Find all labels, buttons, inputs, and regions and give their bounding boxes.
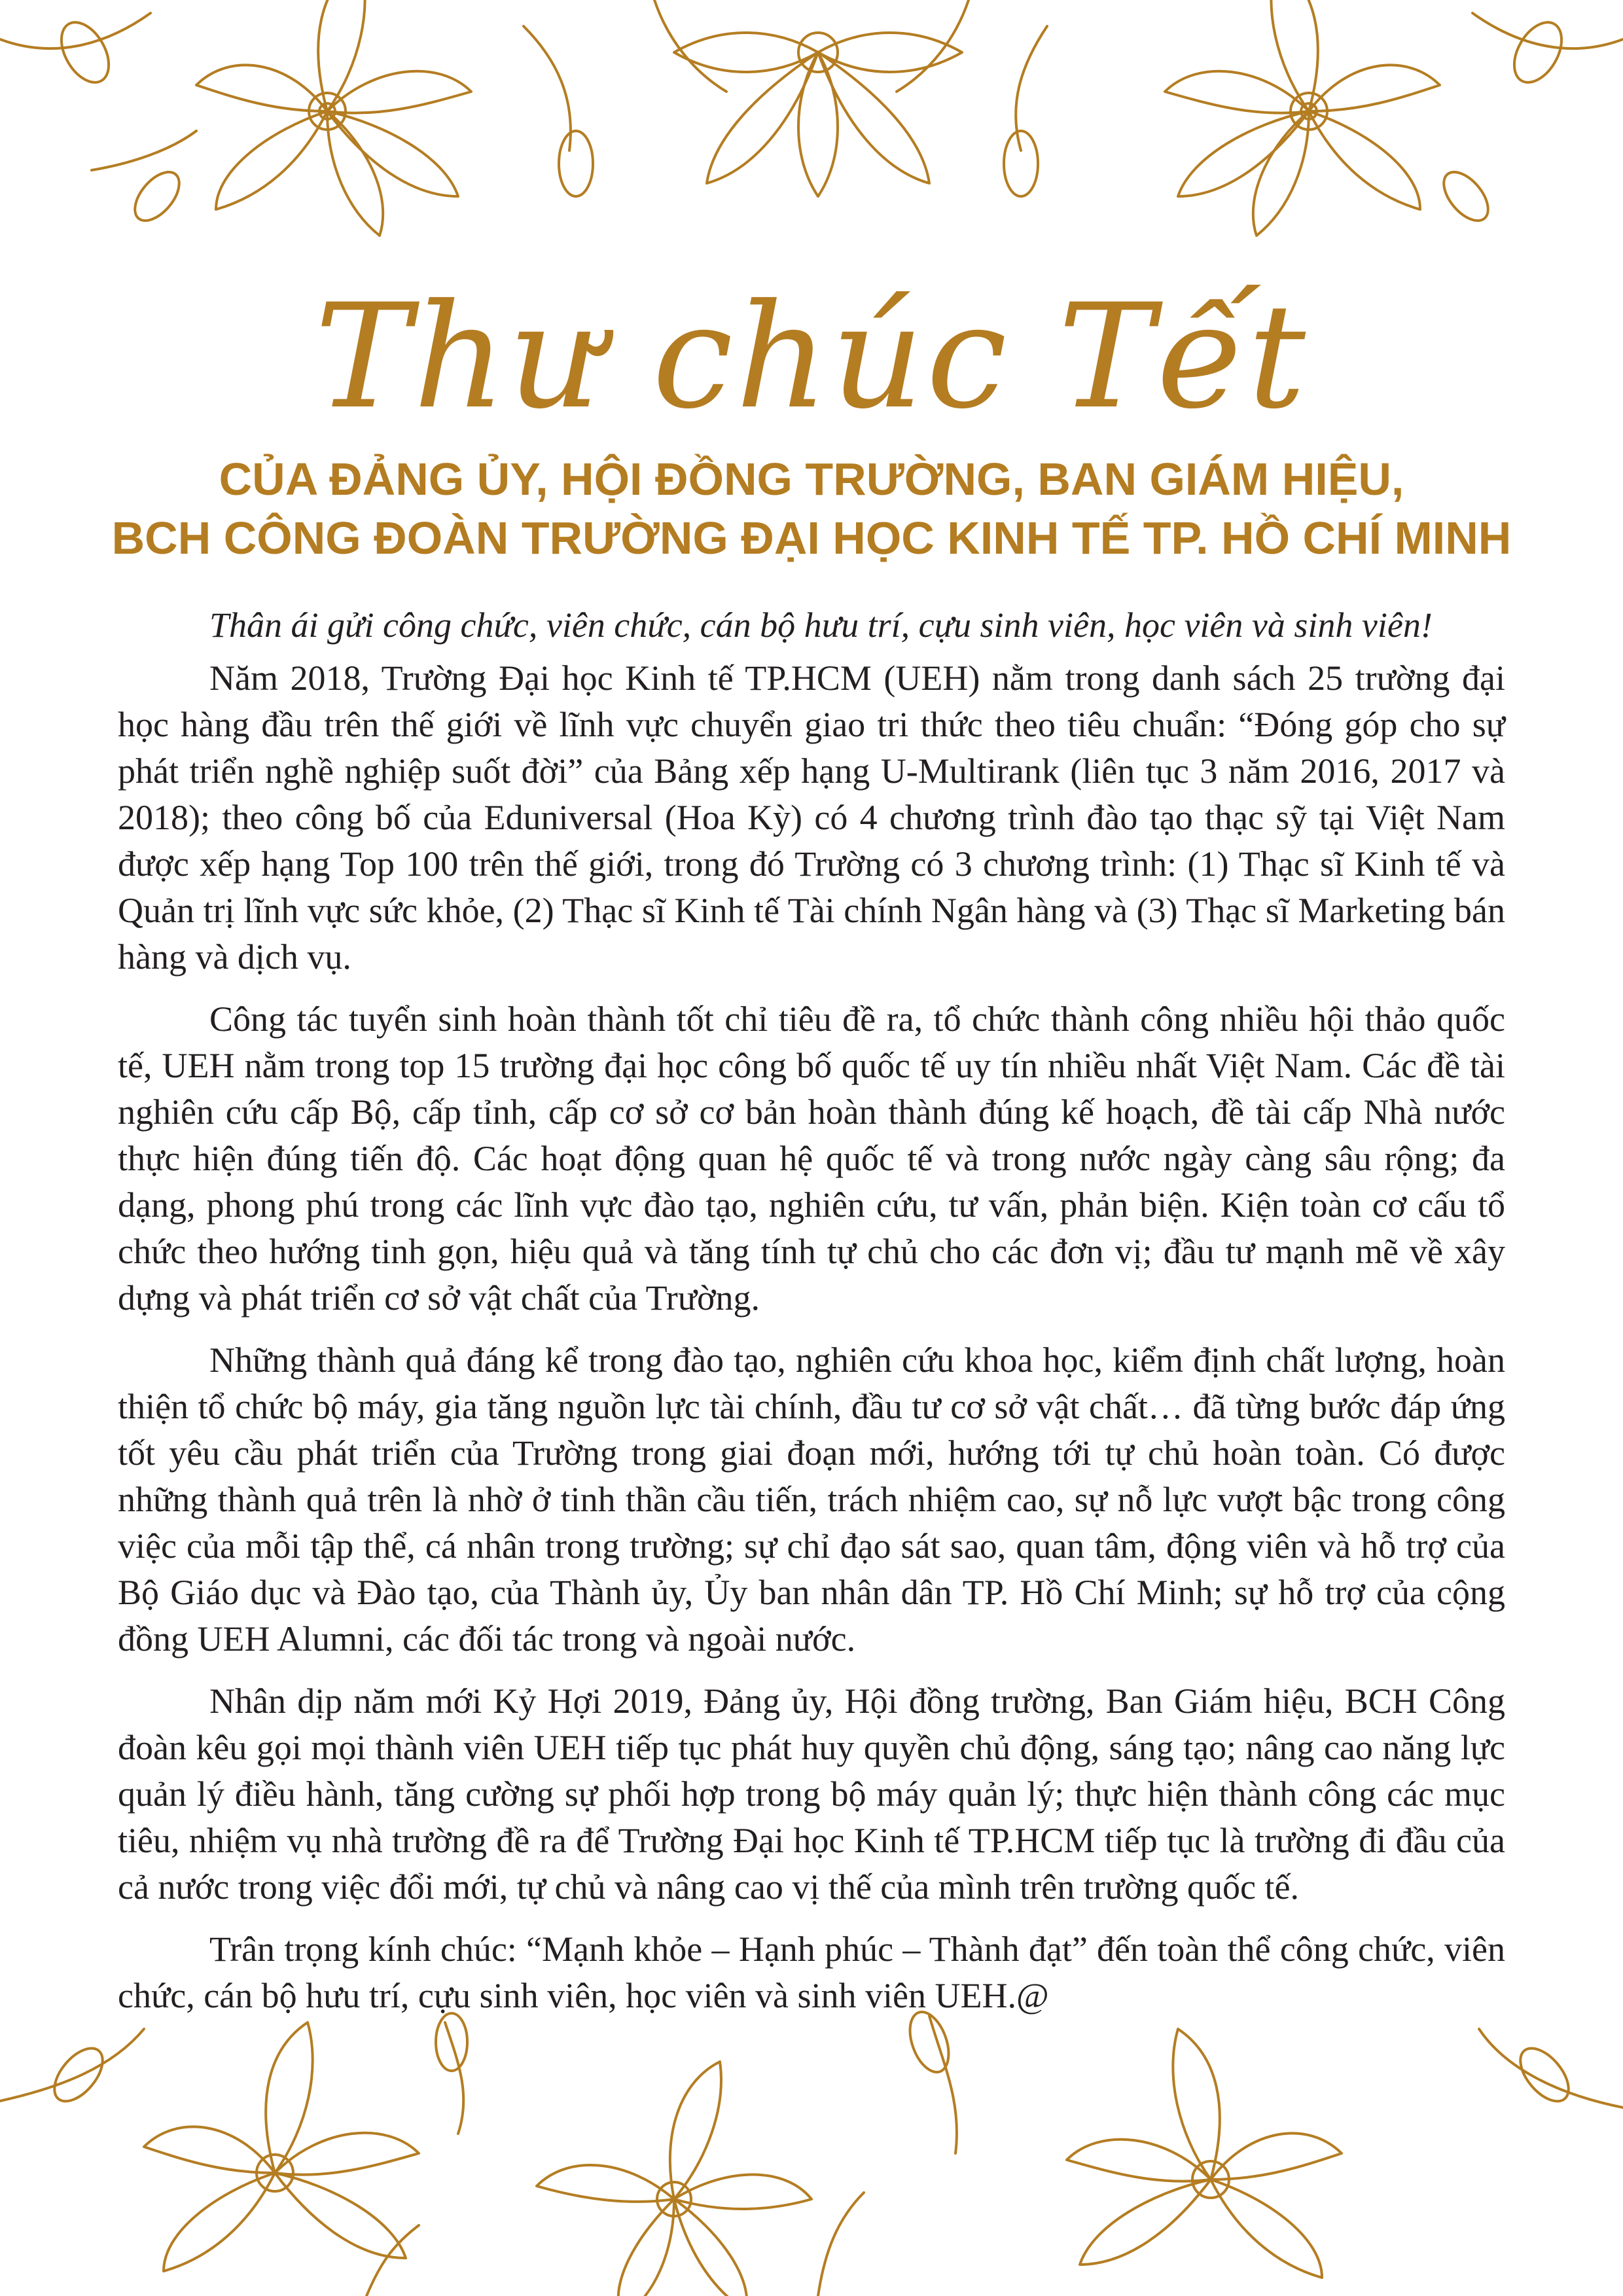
paragraph: Năm 2018, Trường Đại học Kinh tế TP.HCM (UEH) nằm trong danh sách 25 trường đại học hàng đầu trên thế giới về lĩnh vực chuyển giao tri thức theo tiêu chuẩn: “Đóng góp cho sự phát triển nghề nghiệp suốt đời” của Bảng xếp hạng U-Multirank (liên tục 3 năm 2016, 2017 và 2018); theo công bố của Eduniversal (Hoa Kỳ) có 4 chương trình đào tạo thạc sỹ tại Việt Nam được xếp hạng Top 100 trên thế giới, trong đó Trường có 3 chương trình: (1) Thạc sĩ Kinh tế và Quản trị lĩnh vực sức khỏe, (2) Thạc sĩ Kinh tế Tài chính Ngân hàng và (3) Thạc sĩ Marketing bán hàng và dịch vụ.: [118, 658, 1505, 977]
closing-paragraph: Trân trọng kính chúc: “Mạnh khỏe – Hạnh phúc – Thành đạt” đến toàn thể công chức, viên chức, cán bộ hưu trí, cựu sinh viên, học viên và sinh viên UEH.@: [118, 1929, 1505, 2015]
magnolia-flower-icon: [1067, 2029, 1342, 2278]
greeting: Thân ái gửi công chức, viên chức, cán bộ hưu trí, cựu sinh viên, học viên và sinh viên!: [209, 605, 1433, 645]
magnolia-flower-icon: [196, 0, 471, 236]
paragraph: Nhân dịp năm mới Kỷ Hợi 2019, Đảng ủy, Hội đồng trường, Ban Giám hiệu, BCH Công đoàn kêu gọi mọi thành viên UEH tiếp tục phát huy quyền chủ động, sáng tạo; nâng cao năng lực quản lý điều hành, tăng cường sự phối hợp trong bộ máy quản lý; thực hiện thành công các mục tiêu, nhiệm vụ nhà trường đề ra để Trường Đại học Kinh tế TP.HCM tiếp tục là trường đi đầu của cả nước trong việc đổi mới, tự chủ và nâng cao vị thế của mình trên trường quốc tế.: [118, 1681, 1505, 1907]
paragraph: Công tác tuyển sinh hoàn thành tốt chỉ tiêu đề ra, tổ chức thành công nhiều hội thảo quốc tế, UEH nằm trong top 15 trường đại học công bố quốc tế uy tín nhiều nhất Việt Nam. Các đề tài nghiên cứu cấp Bộ, cấp tỉnh, cấp cơ sở cơ bản hoàn thành đúng kế hoạch, đề tài cấp Nhà nước thực hiện đúng tiến độ. Các hoạt động quan hệ quốc tế và trong nước ngày càng sâu rộng; đa dạng, phong phú trong các lĩnh vực đào tạo, nghiên cứu, tư vấn, phản biện. Kiện toàn cơ cấu tổ chức theo hướng tinh gọn, hiệu quả và tăng tính tự chủ cho các đơn vị; đầu tư mạnh mẽ về xây dựng và phát triển cơ sở vật chất của Trường.: [118, 999, 1505, 1318]
subtitle-line-1: CỦA ĐẢNG ỦY, HỘI ĐỒNG TRƯỜNG, BAN GIÁM HIỆU,: [219, 454, 1404, 505]
letter-title: Thư chúc Tết: [314, 273, 1309, 440]
magnolia-flower-icon: [144, 2022, 419, 2271]
floral-border-bottom: [0, 2003, 1623, 2296]
magnolia-flower-icon: [1165, 0, 1440, 236]
magnolia-flower-icon: [674, 33, 962, 196]
paragraph: Những thành quả đáng kể trong đào tạo, nghiên cứu khoa học, kiểm định chất lượng, hoàn thiện tổ chức bộ máy, gia tăng nguồn lực tài chính, đầu tư cơ sở vật chất… đã từng bước đáp ứng tốt yêu cầu phát triển của Trường trong giai đoạn mới, hướng tới tự chủ hoàn toàn. Có được những thành quả trên là nhờ ở tinh thần cầu tiến, trách nhiệm cao, sự nỗ lực vượt bậc trong công việc của mỗi tập thể, cá nhân trong trường; sự chỉ đạo sát sao, quan tâm, động viên và hỗ trợ của Bộ Giáo dục và Đào tạo, của Thành ủy, Ủy ban nhân dân TP. Hồ Chí Minh; sự hỗ trợ của cộng đồng UEH Alumni, các đối tác trong và ngoài nước.: [118, 1340, 1505, 1659]
letter-body: [118, 602, 1505, 2035]
magnolia-flower-icon: [537, 2062, 812, 2296]
subtitle-line-2: BCH CÔNG ĐOÀN TRƯỜNG ĐẠI HỌC KINH TẾ TP. HỒ CHÍ MINH: [111, 512, 1512, 564]
floral-border-top: [0, 0, 1623, 275]
